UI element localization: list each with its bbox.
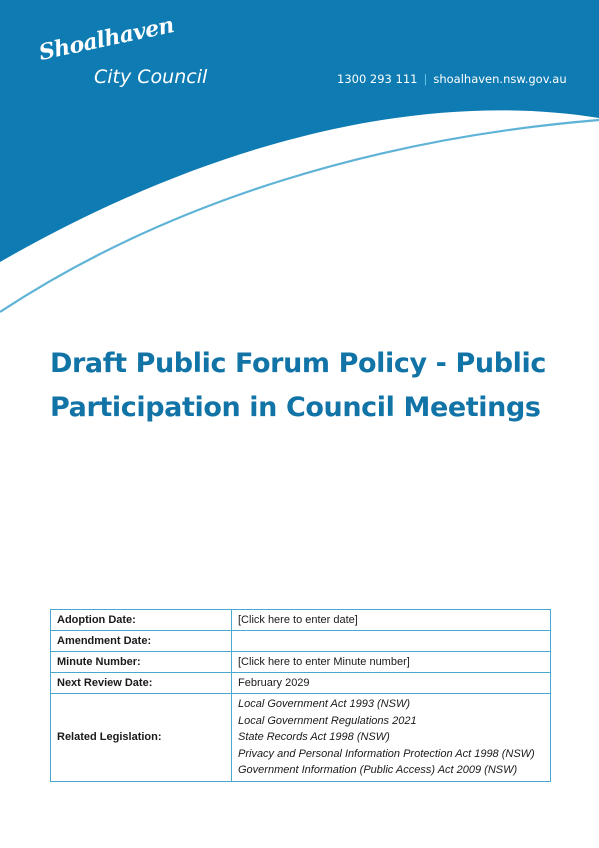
contact-separator: | — [423, 72, 428, 86]
legislation-item: State Records Act 1998 (NSW) — [238, 731, 390, 743]
related-legislation-list — [232, 694, 551, 782]
legislation-item: Local Government Regulations 2021 — [238, 714, 417, 727]
adoption-date-field[interactable]: [Click here to enter date] — [232, 610, 551, 631]
logo-wordmark: Shoalhaven — [36, 12, 177, 66]
table-row — [51, 673, 551, 694]
table-row — [51, 652, 551, 673]
table-row — [51, 694, 551, 782]
minute-number-field[interactable]: [Click here to enter Minute number] — [232, 652, 551, 673]
contact-info — [337, 72, 567, 86]
legislation-item: Local Government Act 1993 (NSW) — [238, 698, 410, 710]
amendment-date-label: Amendment Date: — [51, 631, 232, 652]
table-row — [51, 631, 551, 652]
policy-details-table — [50, 609, 551, 782]
legislation-item: Government Information (Public Access) Act 2009 (NSW) — [238, 764, 518, 776]
phone-number: 1300 293 111 — [337, 72, 418, 86]
amendment-date-field[interactable] — [232, 631, 551, 652]
website-link[interactable]: shoalhaven.nsw.gov.au — [433, 72, 567, 86]
table-row — [51, 610, 551, 631]
next-review-date-label: Next Review Date: — [51, 673, 232, 694]
adoption-date-label: Adoption Date: — [51, 610, 232, 631]
legislation-item: Privacy and Personal Information Protection Act 1998 (NSW) — [238, 747, 535, 760]
next-review-date-value: February 2029 — [232, 673, 551, 694]
document-title: Draft Public Forum Policy - Public Participation in Council Meetings — [50, 348, 546, 423]
council-logo — [36, 12, 208, 88]
logo-subtitle: City Council — [94, 66, 208, 88]
related-legislation-label: Related Legislation: — [51, 694, 232, 782]
minute-number-label: Minute Number: — [51, 652, 232, 673]
